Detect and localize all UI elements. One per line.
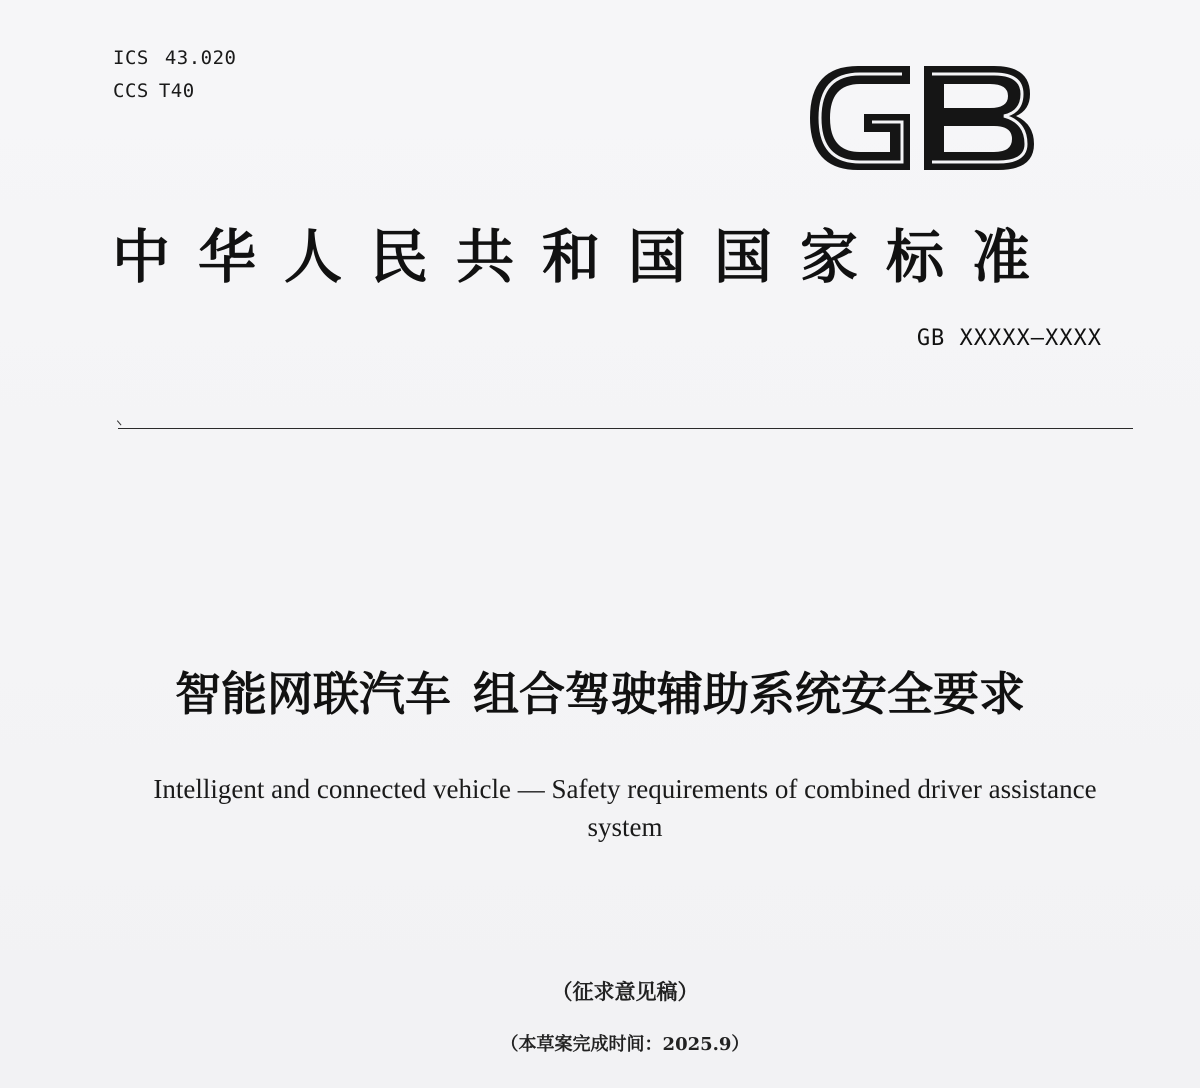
draft-status-label: （征求意见稿）	[551, 979, 699, 1004]
gb-logo-g	[810, 66, 910, 170]
national-standard-title: 中华人民共和国国家标准	[112, 223, 1059, 291]
ics-row	[113, 42, 236, 75]
ccs-row	[113, 75, 236, 108]
horizontal-rule	[118, 428, 1133, 429]
ics-code: 43.020	[164, 47, 237, 69]
gb-logo	[798, 52, 1042, 184]
title-zh-part2: 组合驾驶辅助系统安全要求	[473, 667, 1025, 721]
title-zh-part1: 智能网联汽车	[175, 667, 451, 721]
document-title-chinese	[0, 664, 1200, 724]
corner-mark	[117, 416, 126, 425]
standard-number: GB XXXXX—XXXX	[916, 326, 1102, 351]
ccs-label: CCS	[113, 80, 149, 102]
classification-codes	[113, 42, 236, 108]
document-title-english: Intelligent and connected vehicle — Safety requirements of combined driver assistance system	[153, 774, 1097, 842]
ics-label: ICS	[113, 47, 149, 69]
ccs-code: T40	[158, 80, 195, 102]
gb-logo-b	[924, 66, 1034, 170]
draft-completion-date: （本草案完成时间：2025.9）	[500, 1034, 750, 1055]
